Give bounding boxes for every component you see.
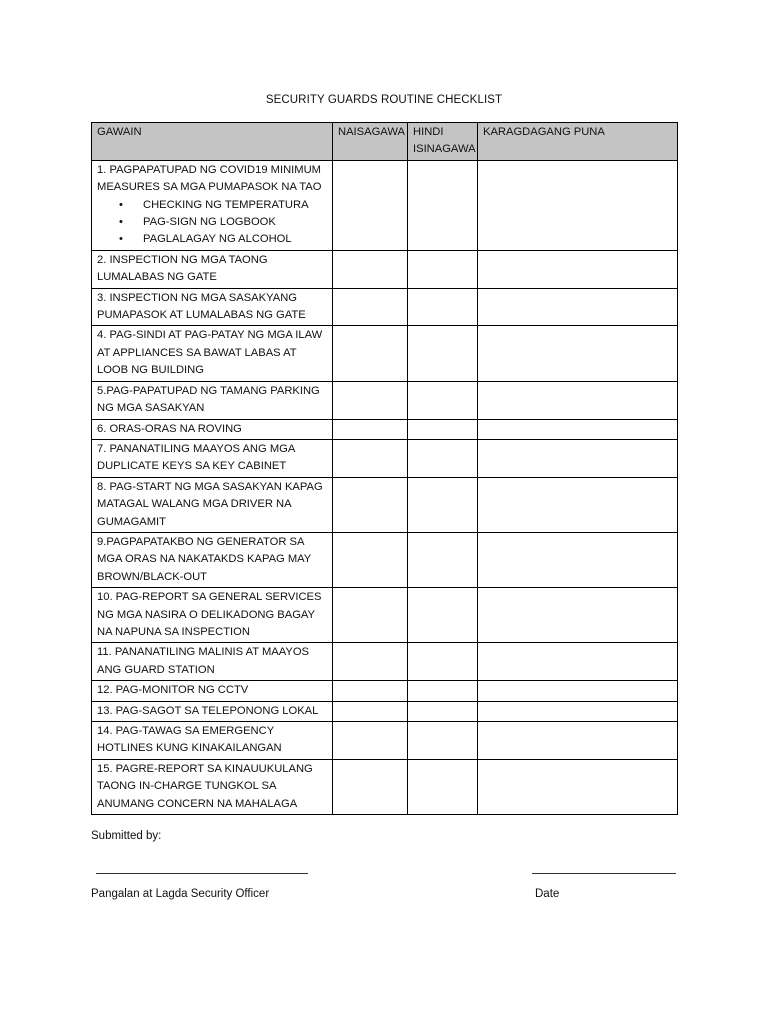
page-title: SECURITY GUARDS ROUTINE CHECKLIST [265, 94, 503, 106]
header-row [92, 123, 678, 161]
task-text: 5.PAG-PAPATUPAD NG TAMANG PARKING NG MGA SASAKYAN [97, 384, 320, 415]
remarks-cell[interactable] [478, 759, 678, 814]
remarks-cell[interactable] [478, 439, 678, 477]
task-cell [92, 160, 333, 250]
naisagawa-cell[interactable] [333, 759, 408, 814]
header-karagdagang-puna: KARAGDAGANG PUNA [478, 123, 678, 161]
task-text: 3. INSPECTION NG MGA SASAKYANG PUMAPASOK AT LUMALABAS NG GATE [97, 291, 306, 322]
naisagawa-cell[interactable] [333, 701, 408, 721]
naisagawa-cell[interactable] [333, 250, 408, 288]
table-row [92, 326, 678, 381]
task-text: 8. PAG-START NG MGA SASAKYAN KAPAG MATAGAL WALANG MGA DRIVER NA GUMAGAMIT [97, 480, 323, 528]
hindi-isinagawa-cell[interactable] [408, 439, 478, 477]
remarks-cell[interactable] [478, 643, 678, 681]
task-cell [92, 759, 333, 814]
naisagawa-cell[interactable] [333, 532, 408, 587]
date-label: Date [535, 888, 560, 900]
table-row [92, 532, 678, 587]
task-text: 9.PAGPAPATAKBO NG GENERATOR SA MGA ORAS NA NAKATAKDS KAPAG MAY BROWN/BLACK-OUT [97, 535, 312, 583]
hindi-isinagawa-cell[interactable] [408, 722, 478, 760]
task-cell [92, 419, 333, 439]
table-row [92, 439, 678, 477]
hindi-isinagawa-cell[interactable] [408, 288, 478, 326]
task-text: 10. PAG-REPORT SA GENERAL SERVICES NG MGA NASIRA O DELIKADONG BAGAY NA NAPUNA SA INSPECTION [97, 591, 322, 638]
task-cell [92, 532, 333, 587]
task-text: 1. PAGPAPATUPAD NG COVID19 MINIMUM MEASURES SA MGA PUMAPASOK NA TAO [97, 163, 322, 194]
remarks-cell[interactable] [478, 250, 678, 288]
task-text: 14. PAG-TAWAG SA EMERGENCY HOTLINES KUNG KINAKAILANGAN [97, 725, 282, 755]
hindi-isinagawa-cell[interactable] [408, 160, 478, 250]
naisagawa-cell[interactable] [333, 588, 408, 643]
task-cell [92, 681, 333, 701]
task-cell [92, 326, 333, 381]
table-row [92, 419, 678, 439]
checklist-table [91, 122, 678, 815]
remarks-cell[interactable] [478, 532, 678, 587]
task-text: 13. PAG-SAGOT SA TELEPONONG LOKAL [97, 704, 319, 717]
task-text: 11. PANANATILING MALINIS AT MAAYOS ANG GUARD STATION [97, 646, 309, 676]
naisagawa-cell[interactable] [333, 643, 408, 681]
submitted-by-label: Submitted by: [91, 830, 162, 842]
subitem: • PAGLALAGAY NG ALCOHOL [143, 231, 327, 248]
hindi-isinagawa-cell[interactable] [408, 381, 478, 419]
table-row [92, 477, 678, 532]
naisagawa-cell[interactable] [333, 477, 408, 532]
hindi-isinagawa-cell[interactable] [408, 477, 478, 532]
table-row [92, 288, 678, 326]
task-text: 6. ORAS-ORAS NA ROVING [97, 422, 242, 435]
task-text: 12. PAG-MONITOR NG CCTV [97, 684, 249, 697]
task-cell [92, 701, 333, 721]
hindi-isinagawa-cell[interactable] [408, 532, 478, 587]
task-cell [92, 588, 333, 643]
task-cell [92, 643, 333, 681]
task-cell [92, 439, 333, 477]
subitem-list [97, 197, 327, 249]
remarks-cell[interactable] [478, 160, 678, 250]
task-cell [92, 381, 333, 419]
table-row [92, 160, 678, 250]
table-row [92, 681, 678, 701]
table-row [92, 759, 678, 814]
table-row [92, 722, 678, 760]
remarks-cell[interactable] [478, 681, 678, 701]
naisagawa-cell[interactable] [333, 681, 408, 701]
remarks-cell[interactable] [478, 722, 678, 760]
remarks-cell[interactable] [478, 588, 678, 643]
table-row [92, 588, 678, 643]
task-cell [92, 288, 333, 326]
task-text: 4. PAG-SINDI AT PAG-PATAY NG MGA ILAW AT APPLIANCES SA BAWAT LABAS AT LOOB NG BUILDING [97, 329, 323, 377]
naisagawa-cell[interactable] [333, 160, 408, 250]
hindi-isinagawa-cell[interactable] [408, 250, 478, 288]
subitem: • PAG-SIGN NG LOGBOOK [143, 214, 327, 231]
task-text: 2. INSPECTION NG MGA TAONG LUMALABAS NG GATE [97, 253, 268, 284]
hindi-isinagawa-cell[interactable] [408, 759, 478, 814]
subitem: • CHECKING NG TEMPERATURA [143, 197, 327, 214]
header-naisagawa: NAISAGAWA [333, 123, 408, 161]
hindi-isinagawa-cell[interactable] [408, 588, 478, 643]
table-row [92, 250, 678, 288]
naisagawa-cell[interactable] [333, 439, 408, 477]
task-cell [92, 477, 333, 532]
remarks-cell[interactable] [478, 381, 678, 419]
task-cell [92, 250, 333, 288]
naisagawa-cell[interactable] [333, 722, 408, 760]
table-row [92, 381, 678, 419]
remarks-cell[interactable] [478, 288, 678, 326]
hindi-isinagawa-cell[interactable] [408, 419, 478, 439]
table-row [92, 643, 678, 681]
hindi-isinagawa-cell[interactable] [408, 701, 478, 721]
task-text: 15. PAGRE-REPORT SA KINAUUKULANG TAONG IN-CHARGE TUNGKOL SA ANUMANG CONCERN NA MAHALAGA [97, 762, 313, 810]
naisagawa-cell[interactable] [333, 326, 408, 381]
naisagawa-cell[interactable] [333, 419, 408, 439]
header-gawain: GAWAIN [92, 123, 333, 161]
task-cell [92, 722, 333, 760]
hindi-isinagawa-cell[interactable] [408, 643, 478, 681]
task-text: 7. PANANATILING MAAYOS ANG MGA DUPLICATE KEYS SA KEY CABINET [97, 442, 295, 473]
remarks-cell[interactable] [478, 701, 678, 721]
header-hindi-isinagawa: HINDI ISINAGAWA [408, 123, 478, 161]
hindi-isinagawa-cell[interactable] [408, 681, 478, 701]
remarks-cell[interactable] [478, 326, 678, 381]
signature-line[interactable] [96, 873, 308, 874]
signature-label: Pangalan at Lagda Security Officer [91, 888, 270, 900]
date-line[interactable] [532, 873, 676, 874]
remarks-cell[interactable] [478, 477, 678, 532]
table-row [92, 701, 678, 721]
hindi-isinagawa-cell[interactable] [408, 326, 478, 381]
remarks-cell[interactable] [478, 419, 678, 439]
naisagawa-cell[interactable] [333, 381, 408, 419]
naisagawa-cell[interactable] [333, 288, 408, 326]
